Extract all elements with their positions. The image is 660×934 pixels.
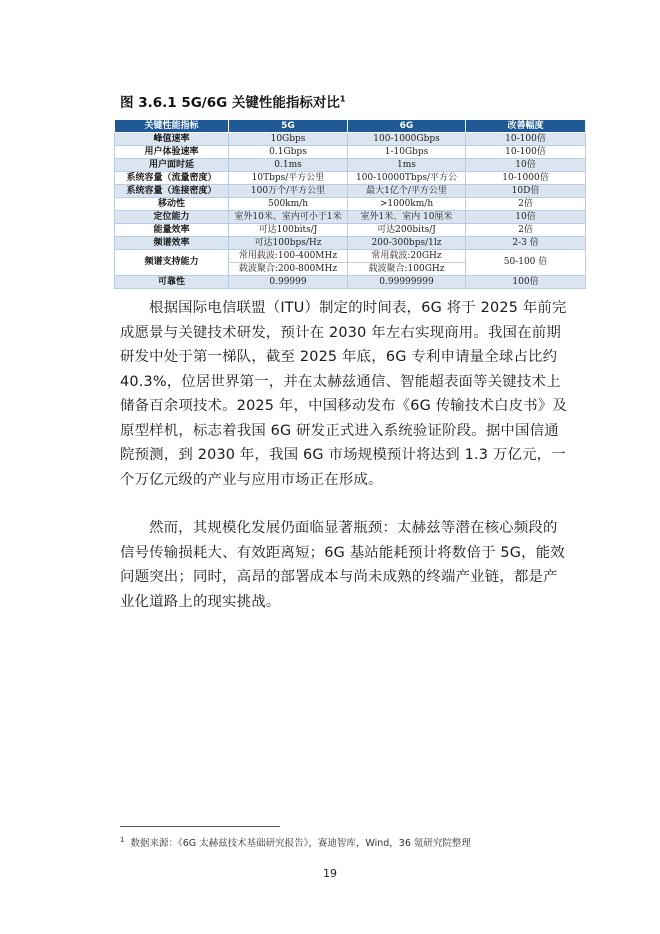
table-row xyxy=(115,276,586,289)
metric-cell: 频谱效率 xyxy=(115,237,229,250)
table-row xyxy=(115,250,586,263)
footnote xyxy=(120,835,471,849)
table-row xyxy=(115,185,586,198)
metric-cell: 峰值速率 xyxy=(115,133,229,146)
table-row xyxy=(115,237,586,250)
header-6g: 6G xyxy=(348,120,466,133)
body-paragraph-1: 根据国际电信联盟（ITU）制定的时间表，6G 将于 2025 年前完成愿景与关键技术研发，预计在 2030 年左右实现商用。我国在前期研发中处于第一梯队，截至 2025 年底，6G 专利申请量全球占比约 40.3%，位居世界第一，并在太赫兹通信、智能超表面等关键技术上储备百余项技术。2025 年，中国移动发布《6G 传输技术白皮书》及原型样机，标志着我国 6G 研发正式进入系统验证阶段。据中国信通院预测，到 2030 年，我国 6G 市场规模预计将达到 1.3 万亿元，一个万亿元级的产业与应用市场正在形成。 xyxy=(120,300,568,488)
value-6g-cell: 1-10Gbps xyxy=(348,146,466,159)
improvement-cell: 10-100倍 xyxy=(466,133,586,146)
metric-cell: 移动性 xyxy=(115,198,229,211)
improvement-cell: 10D倍 xyxy=(466,185,586,198)
value-6g-cell: 100-1000Gbps xyxy=(348,133,466,146)
table-row xyxy=(115,159,586,172)
value-6g-cell: 载波聚合:100GHz xyxy=(348,263,466,276)
value-5g-cell: 0.1ms xyxy=(229,159,348,172)
value-5g-cell: 10Tbps/平方公里 xyxy=(229,172,348,185)
value-6g-cell: 常用载波:20GHz xyxy=(348,250,466,263)
value-6g-cell: >1000km/h xyxy=(348,198,466,211)
comparison-table xyxy=(114,119,586,289)
value-5g-cell: 0.1Gbps xyxy=(229,146,348,159)
improvement-cell: 10倍 xyxy=(466,211,586,224)
metric-cell: 用户面时延 xyxy=(115,159,229,172)
value-6g-cell: 100-10000Tbps/平方公 xyxy=(348,172,466,185)
value-5g-cell: 可达100bps/Hz xyxy=(229,237,348,250)
value-6g-cell: 可达200bits/J xyxy=(348,224,466,237)
header-metric: 关键性能指标 xyxy=(115,120,229,133)
value-6g-cell: 0.99999999 xyxy=(348,276,466,289)
improvement-cell: 2-3 倍 xyxy=(466,237,586,250)
improvement-cell: 10-1000倍 xyxy=(466,172,586,185)
value-6g-cell: 室外1米、室内 10厘米 xyxy=(348,211,466,224)
value-5g-cell: 可达100bits/J xyxy=(229,224,348,237)
value-6g-cell: 最大1亿个/平方公里 xyxy=(348,185,466,198)
value-5g-cell: 100万个/平方公里 xyxy=(229,185,348,198)
table-row xyxy=(115,172,586,185)
improvement-cell: 100倍 xyxy=(466,276,586,289)
metric-cell: 可靠性 xyxy=(115,276,229,289)
footnote-reference: 1 xyxy=(339,94,346,104)
footnote-number: 1 xyxy=(120,835,125,844)
value-5g-cell: 载波聚合:200-800MHz xyxy=(229,263,348,276)
improvement-cell: 2倍 xyxy=(466,198,586,211)
table-row xyxy=(115,146,586,159)
value-5g-cell: 500km/h xyxy=(229,198,348,211)
table-row xyxy=(115,198,586,211)
improvement-cell: 10倍 xyxy=(466,159,586,172)
value-6g-cell: 200-300bps/1lz xyxy=(348,237,466,250)
table-row xyxy=(115,211,586,224)
table-row xyxy=(115,133,586,146)
body-paragraph-2: 然而，其规模化发展仍面临显著瓶颈：太赫兹等潜在核心频段的信号传输损耗大、有效距离短；6G 基站能耗预计将数倍于 5G，能效问题突出；同时，高昂的部署成本与尚未成熟的终端产业链，都是产业化道路上的现实挑战。 xyxy=(120,520,565,610)
metric-cell: 用户体验速率 xyxy=(115,146,229,159)
value-5g-cell: 10Gbps xyxy=(229,133,348,146)
value-6g-cell: 1ms xyxy=(348,159,466,172)
value-5g-cell: 常用载波:100-400MHz xyxy=(229,250,348,263)
table-row xyxy=(115,224,586,237)
improvement-cell-spectrum: 50-100 倍 xyxy=(466,250,586,276)
metric-cell: 系统容量（连接密度） xyxy=(115,185,229,198)
table-header-row xyxy=(115,120,586,133)
metric-cell-spectrum: 频谱支持能力 xyxy=(115,250,229,276)
metric-cell: 系统容量（流量密度） xyxy=(115,172,229,185)
header-improvement: 改善幅度 xyxy=(466,120,586,133)
improvement-cell: 2倍 xyxy=(466,224,586,237)
page-number: 19 xyxy=(323,867,337,880)
value-5g-cell: 0.99999 xyxy=(229,276,348,289)
improvement-cell: 10-100倍 xyxy=(466,146,586,159)
footnote-divider xyxy=(120,826,280,827)
figure-title-text: 图 3.6.1 5G/6G 关键性能指标对比 xyxy=(120,95,340,111)
figure-title xyxy=(120,91,346,111)
metric-cell: 能量效率 xyxy=(115,224,229,237)
metric-cell: 定位能力 xyxy=(115,211,229,224)
header-5g: 5G xyxy=(229,120,348,133)
value-5g-cell: 室外10米、室内可小于1米 xyxy=(229,211,348,224)
footnote-text: 数据来源：《6G 太赫兹技术基础研究报告》，赛迪智库，Wind，36 氪研究院整理 xyxy=(130,838,471,849)
